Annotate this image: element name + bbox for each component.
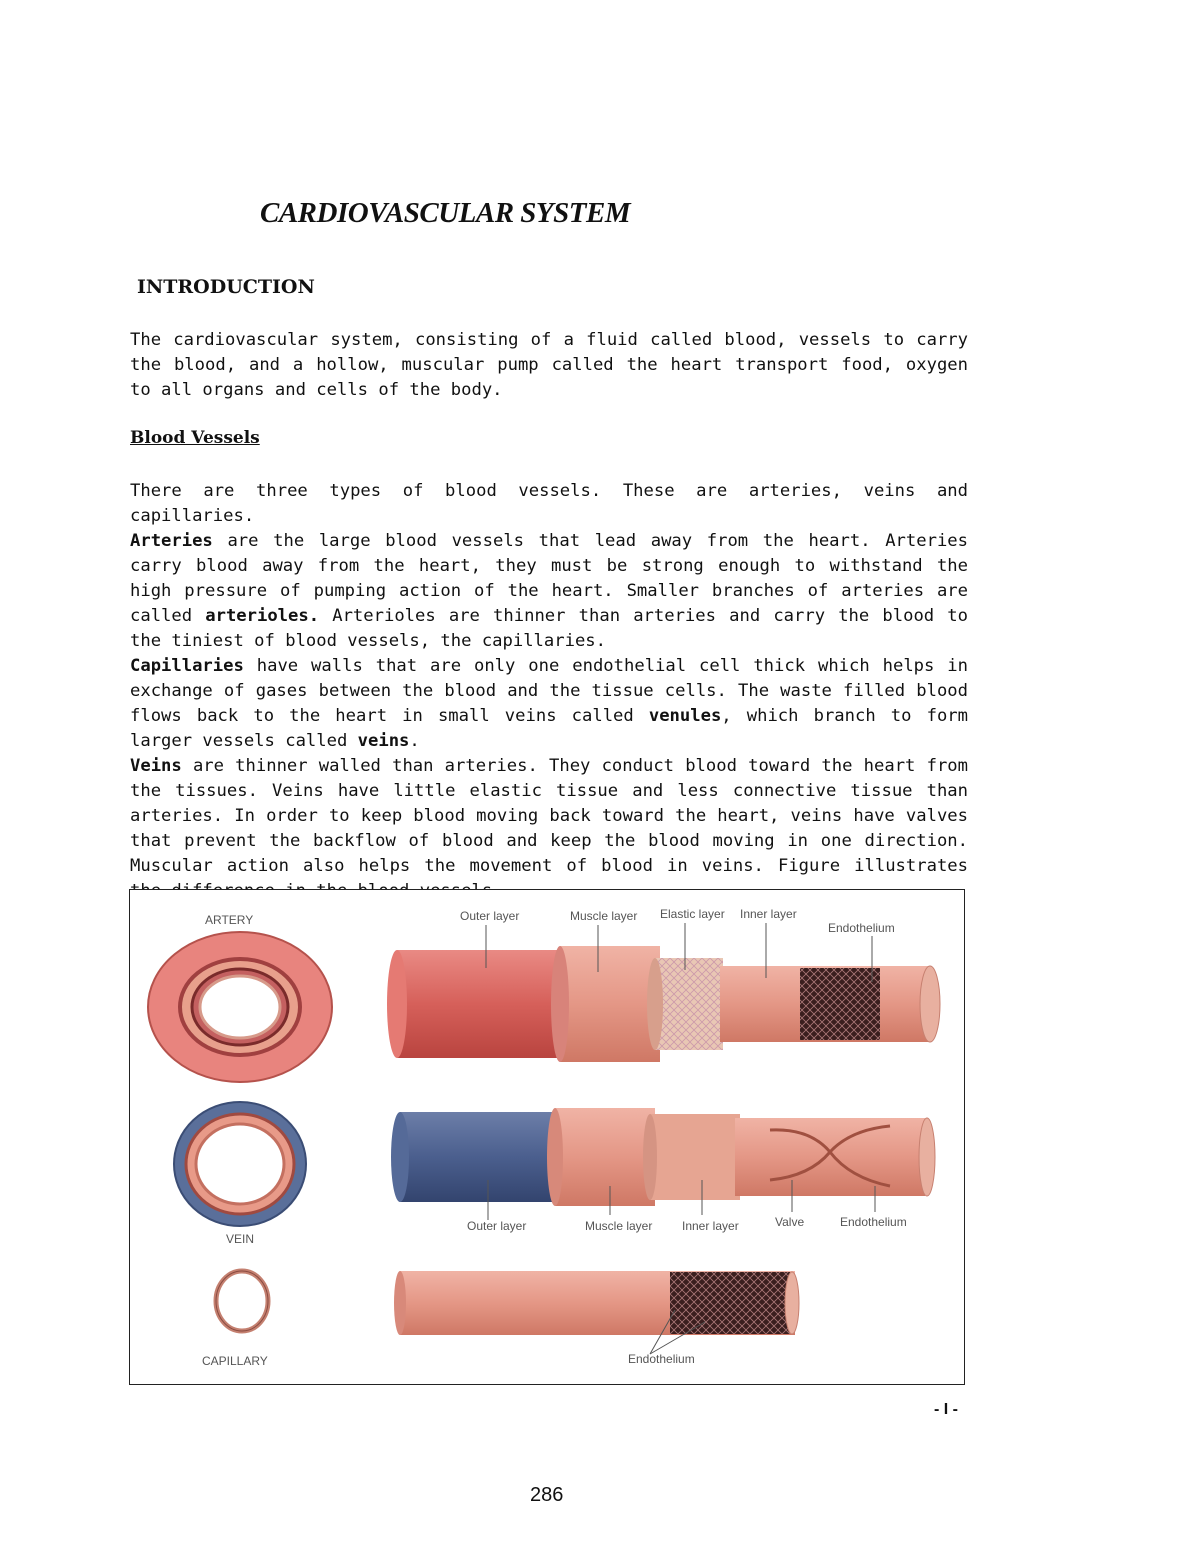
types-sentence: There are three types of blood vessels. These are arteries, veins and capillaries. (130, 481, 968, 526)
artery-inner-layer-label: Inner layer (740, 907, 797, 921)
page-title: CARDIOVASCULAR SYSTEM (260, 197, 631, 229)
artery-tube (387, 946, 940, 1062)
blood-vessels-heading: Blood Vessels (130, 428, 260, 448)
blood-vessel-figure (129, 889, 965, 1385)
introduction-paragraph: The cardiovascular system, consisting of a fluid called blood, vessels to carry the blood, and a hollow, muscular pump called the heart transport food, oxygen to all organs and cells of the body. (130, 330, 968, 400)
capillaries-text-b: , which branch to form larger vessels called (130, 706, 968, 751)
veins-text: are thinner walled than arteries. They conduct blood toward the heart from the tissues. Veins have little elastic tissue and less connective tissue than arteries. In order to keep blood moving back toward the heart, veins have valves that prevent the backflow of blood and keep the blood moving in one direction. Muscular action also helps the movement of blood in veins. Figure illustrates (130, 756, 968, 876)
capillary-cross-section (216, 1271, 268, 1331)
blood-vessel-illustration (130, 890, 964, 1384)
vein-tube (391, 1108, 935, 1206)
capillary-label: CAPILLARY (202, 1354, 268, 1368)
introduction-heading: INTRODUCTION (137, 276, 315, 298)
capillaries-text-a: have walls that are only one endothelial cell thick which helps in exchange of gases between the blood and the tissue cells. The waste filled blood flows back to the heart in small veins called (130, 656, 968, 726)
capillaries-term: Capillaries (130, 656, 244, 676)
artery-label: ARTERY (205, 913, 254, 927)
artery-muscle-layer-label: Muscle layer (570, 909, 638, 923)
vein-outer-layer-label: Outer layer (467, 1219, 527, 1233)
venules-term: venules (648, 706, 722, 726)
vein-inner-layer-label: Inner layer (682, 1219, 739, 1233)
veins-term: Veins (130, 756, 182, 776)
capillaries-text-c: . (409, 731, 420, 751)
artery-endothelium-label: Endothelium (828, 921, 895, 935)
artery-outer-layer-label: Outer layer (460, 909, 520, 923)
page-marker: - I - (934, 1401, 958, 1418)
vein-label: VEIN (226, 1232, 255, 1246)
vein-valve-label: Valve (775, 1215, 805, 1229)
blood-vessels-body (130, 479, 968, 904)
vein-muscle-layer-label: Muscle layer (585, 1219, 653, 1233)
page-number: 286 (530, 1484, 564, 1506)
arteries-text-a: are the large blood vessels that lead away from the heart. Arteries carry blood away from the heart, they must be strong enough to withstand the high pressure of pumping action of the heart. Smaller branches of arteries are called (130, 531, 968, 626)
artery-cross-section (148, 932, 332, 1082)
artery-elastic-layer-label: Elastic layer (660, 907, 725, 921)
vein-cross-section (174, 1102, 306, 1226)
capillary-tube (394, 1271, 799, 1335)
arteries-term: Arteries (130, 531, 213, 551)
arterioles-term: arterioles. (205, 606, 320, 626)
veins-inline-term: veins (357, 731, 410, 751)
capillary-endothelium-label: Endothelium (628, 1352, 695, 1366)
vein-endothelium-label: Endothelium (840, 1215, 907, 1229)
arteries-text-b: Arterioles are thinner than arteries and carry the blood to the tiniest of blood vessels, the capillaries. (130, 606, 968, 651)
